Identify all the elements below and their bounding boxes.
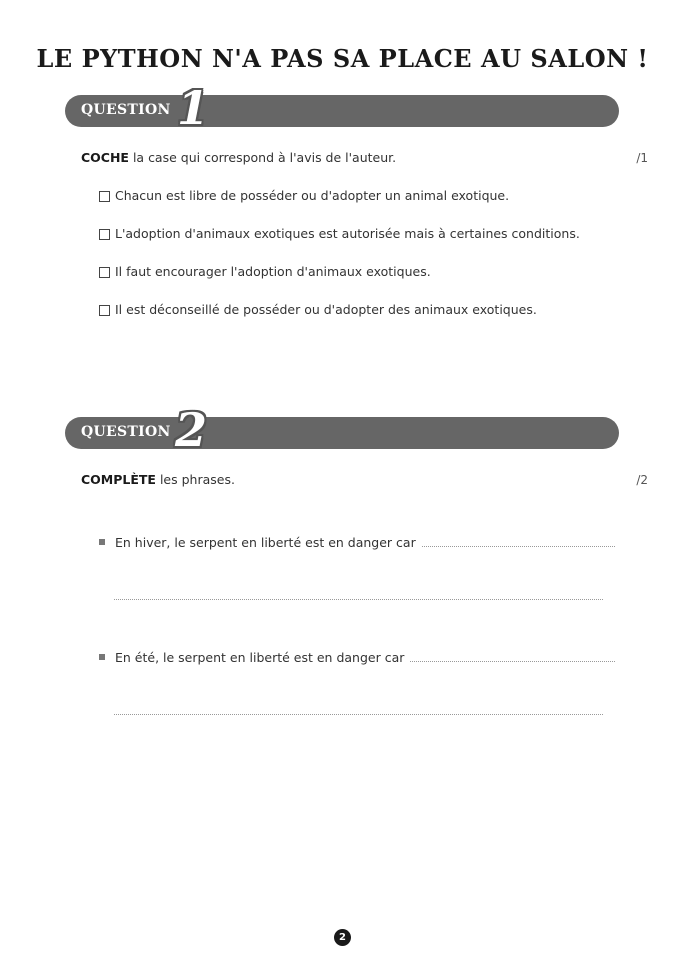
option-3[interactable] — [99, 264, 431, 279]
question-1-header — [65, 81, 619, 135]
question-1-instruction — [81, 150, 396, 165]
bullet-icon — [99, 654, 105, 660]
checkbox[interactable] — [99, 267, 110, 278]
answer-line-1[interactable] — [114, 599, 603, 600]
option-4[interactable] — [99, 302, 537, 317]
page-number: 2 — [334, 929, 351, 946]
answer-blank-2[interactable] — [410, 660, 615, 662]
option-3-label: Il faut encourager l'adoption d'animaux exotiques. — [115, 264, 431, 279]
question-1-score: /1 — [636, 151, 648, 165]
sentence-2-text: En été, le serpent en liberté est en danger car — [115, 650, 405, 665]
page-title: LE PYTHON N'A PAS SA PLACE AU SALON ! — [36, 44, 649, 73]
option-1[interactable] — [99, 188, 509, 203]
question-2-instruction-verb: COMPLÈTE — [81, 472, 156, 487]
question-2-label: QUESTION — [81, 424, 171, 440]
question-2-header — [65, 403, 619, 457]
checkbox[interactable] — [99, 191, 110, 202]
question-1-instruction-verb: COCHE — [81, 150, 129, 165]
question-2-number: 2 — [175, 403, 208, 457]
option-1-label: Chacun est libre de posséder ou d'adopter un animal exotique. — [115, 188, 510, 203]
sentence-1 — [99, 535, 615, 550]
question-2-score: /2 — [636, 473, 648, 487]
option-4-label: Il est déconseillé de posséder ou d'adopter des animaux exotiques. — [115, 302, 537, 317]
option-2[interactable] — [99, 226, 580, 241]
answer-blank-1[interactable] — [422, 545, 615, 547]
sentence-1-text: En hiver, le serpent en liberté est en danger car — [115, 535, 416, 550]
sentence-2 — [99, 650, 615, 665]
question-2-instruction-text: les phrases. — [155, 472, 235, 487]
option-2-label: L'adoption d'animaux exotiques est autorisée mais à certaines conditions. — [115, 226, 580, 241]
checkbox[interactable] — [99, 229, 110, 240]
bullet-icon — [99, 539, 105, 545]
checkbox[interactable] — [99, 305, 110, 316]
answer-line-2[interactable] — [114, 714, 603, 715]
question-1-instruction-text: la case qui correspond à l'avis de l'auteur. — [128, 150, 397, 165]
question-2-instruction — [81, 472, 235, 487]
question-1-number: 1 — [177, 81, 210, 135]
question-1-label: QUESTION — [81, 102, 171, 118]
